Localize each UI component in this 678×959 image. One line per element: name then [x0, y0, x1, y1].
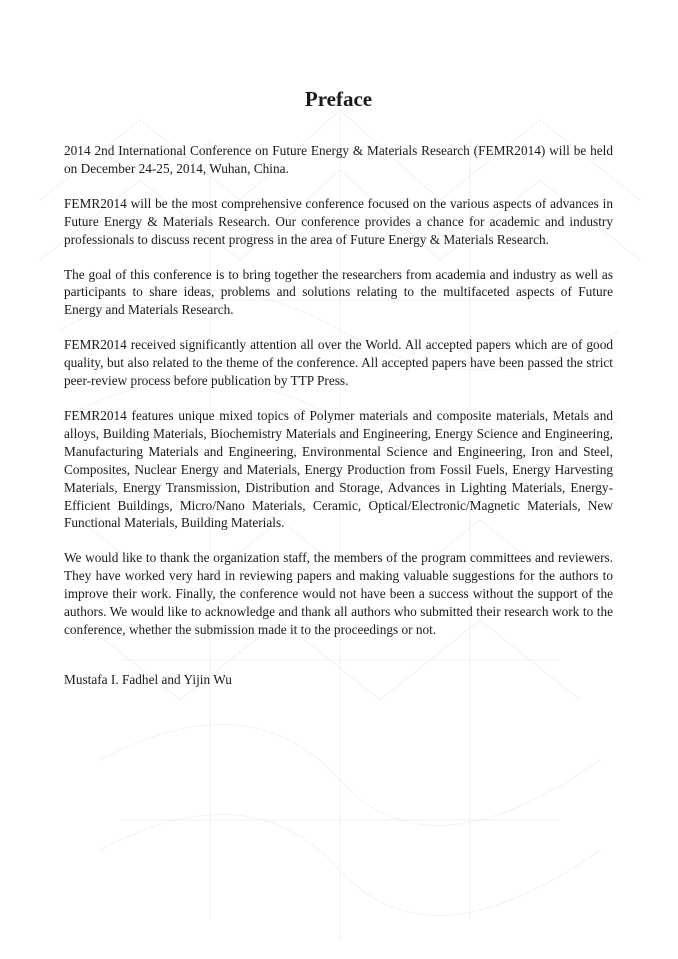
page-title: Preface [304, 87, 373, 111]
paragraph-scope: FEMR2014 will be the most comprehensive conference focused on the various aspects of advances in Future Energy & Materials Research. Our conference provides a chance for academic and industry professionals to discuss recent progress in the area of Future Energy & Materials Research. [64, 195, 613, 247]
paragraph-acknowledgement: We would like to thank the organization staff, the members of the program committees and reviewers. They have worked very hard in reviewing papers and making valuable suggestions for the authors to improve their work. Finally, the conference would not have been a success without the support of the authors. We would like to acknowledge and thank all authors who submitted their research work to the conference, whether the submission made it to the proceedings or not. [64, 550, 613, 637]
signature: Mustafa I. Fadhel and Yijin Wu [64, 671, 232, 687]
paragraph-intro: 2014 2nd International Conference on Future Energy & Materials Research (FEMR2014) will be held on December 24-25, 2014, Wuhan, China. [64, 143, 613, 176]
paragraph-goal: The goal of this conference is to bring together the researchers from academia and industry as well as participants to share ideas, problems and solutions relating to the multifaceted aspects of Future Energy and Materials Research. [64, 266, 613, 318]
paragraph-review: FEMR2014 received significantly attention all over the World. All accepted papers which are of good quality, but also related to the theme of the conference. All accepted papers have been passed the strict peer-review process before publication by TTP Press. [64, 337, 613, 389]
document-page [64, 86, 613, 689]
paragraph-topics: FEMR2014 features unique mixed topics of Polymer materials and composite materials, Metals and alloys, Building Materials, Biochemistry Materials and Engineering, Energy Science and Engineering, Manufacturing Materials and Engineering, Environmental Science and Engineering, Iron and Steel, Composites, Nuclear Energy and Materials, Energy Production from Fossil Fuels, Energy Harvesting Materials, Energy Transmission, Distribution and Storage, Advances in Lighting Materials, Energy-Efficient Buildings, Micro/Nano Materials, Ceramic, Optical/Electronic/Magnetic Materials, New Functional Materials, Building Materials. [64, 407, 613, 531]
